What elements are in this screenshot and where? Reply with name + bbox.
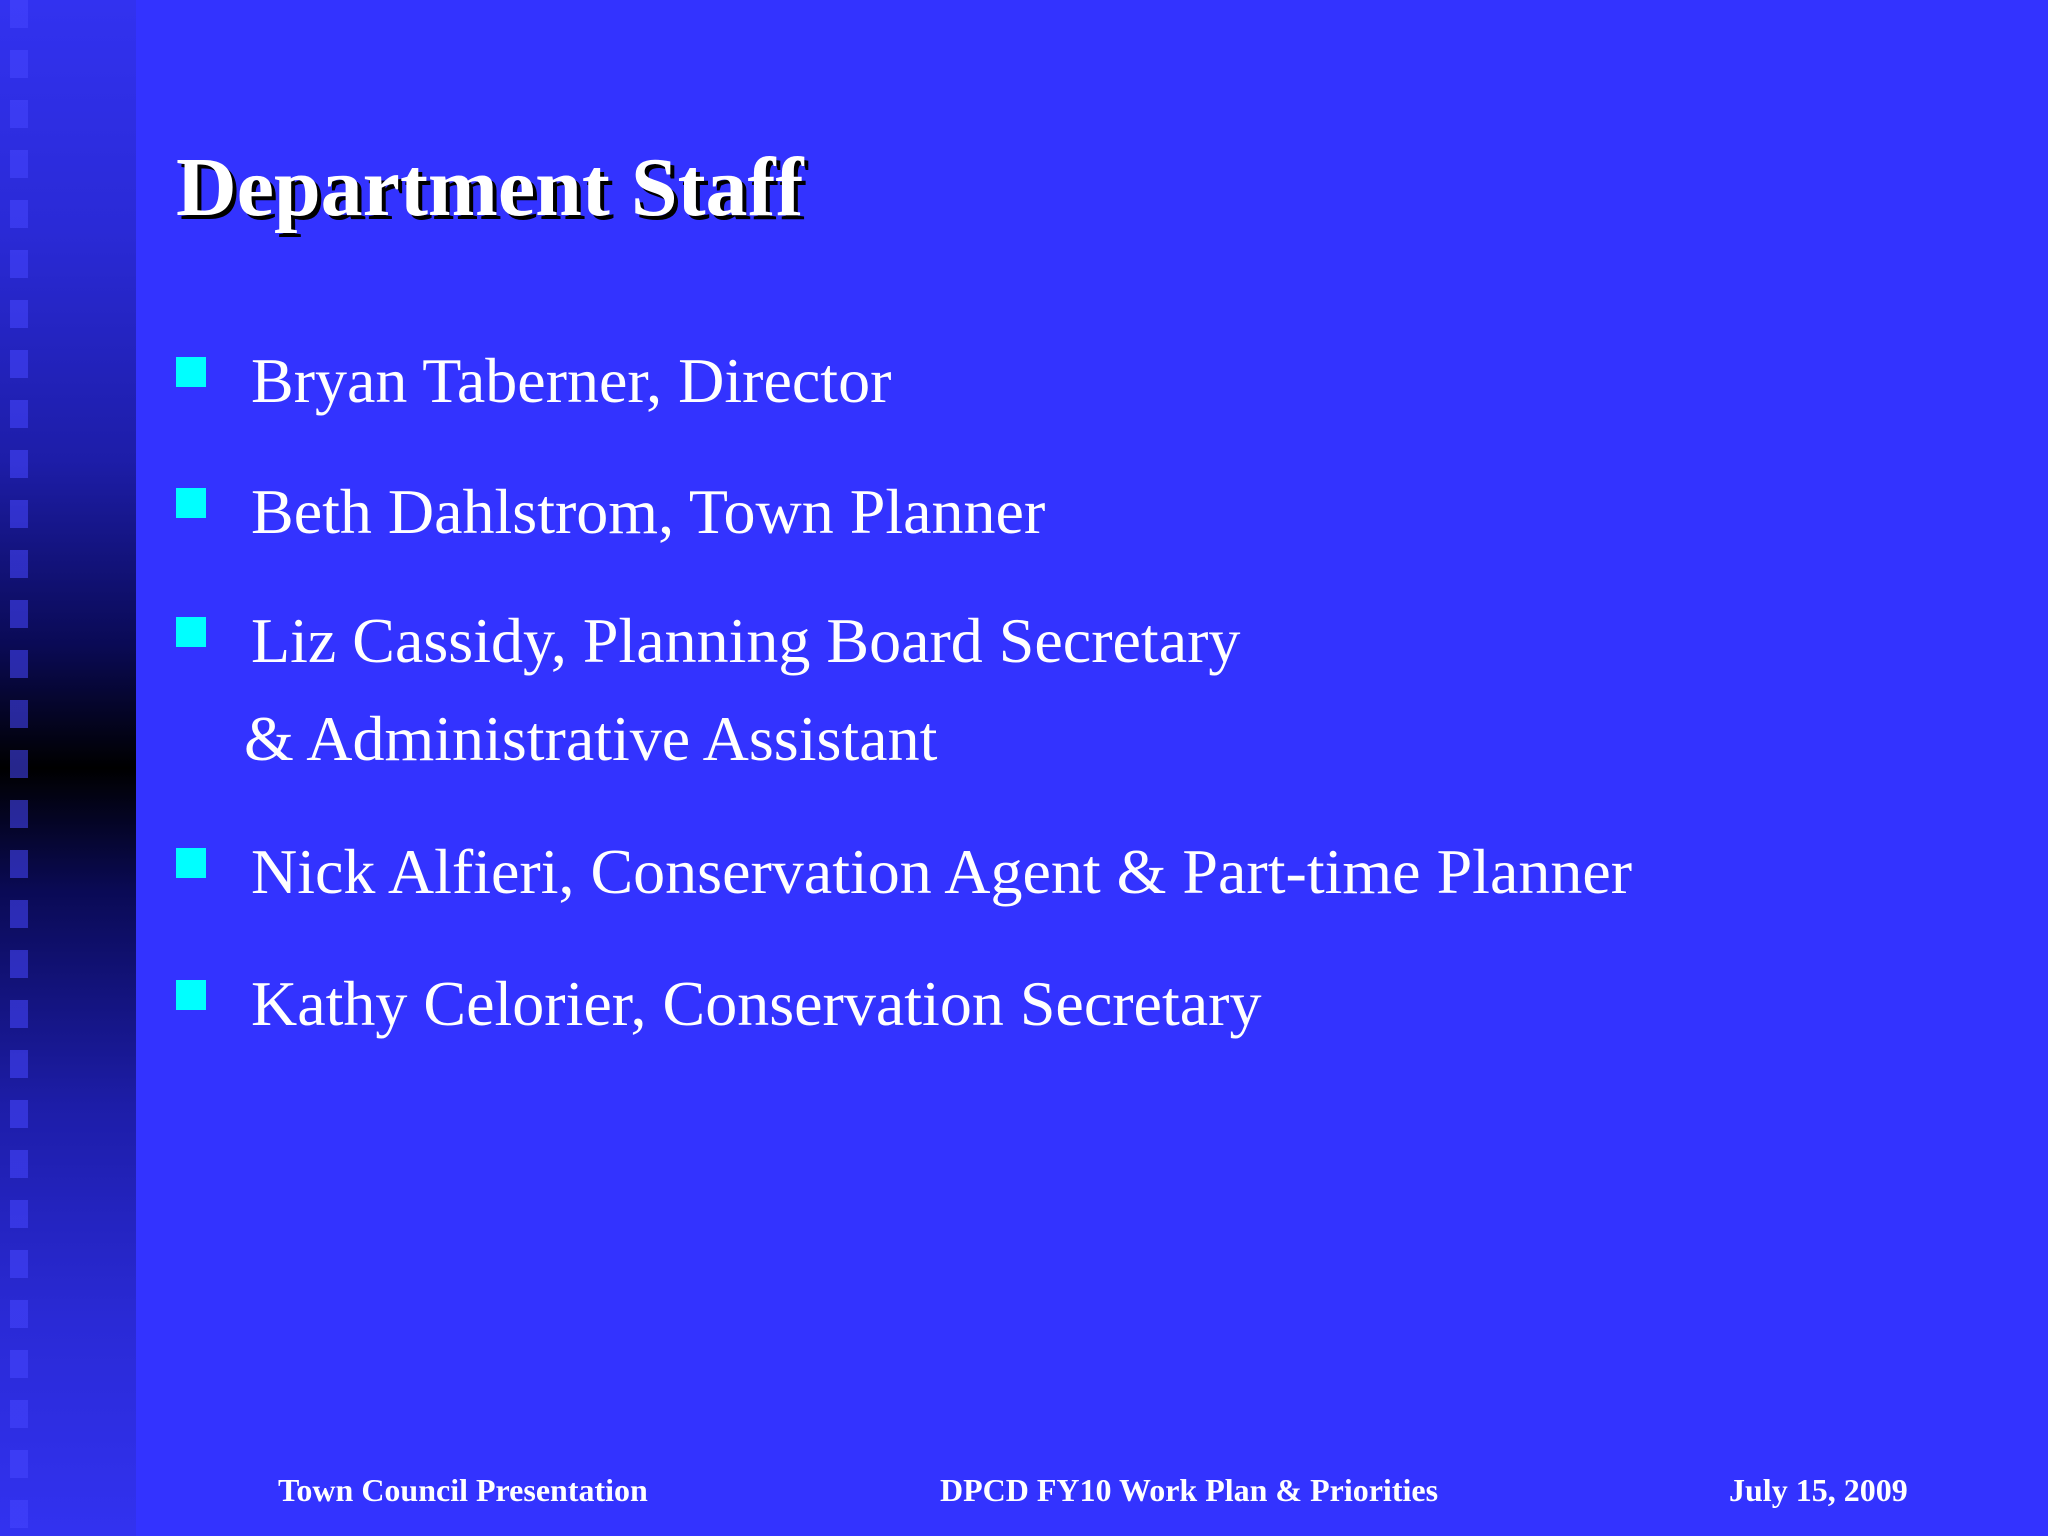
staff-entry-continuation: & Administrative Assistant — [244, 703, 938, 774]
list-item — [176, 463, 1045, 561]
side-decoration — [0, 0, 136, 1536]
square-bullet-icon — [176, 848, 206, 878]
staff-entry: Bryan Taberner, Director — [251, 345, 892, 416]
list-item — [176, 332, 891, 430]
square-bullet-icon — [176, 980, 206, 1010]
square-bullet-icon — [176, 357, 206, 387]
list-item — [176, 955, 1261, 1053]
staff-entry: Beth Dahlstrom, Town Planner — [251, 476, 1046, 547]
square-bullet-icon — [176, 617, 206, 647]
side-square-pattern — [10, 0, 28, 1536]
footer-center: DPCD FY10 Work Plan & Priorities — [940, 1472, 1439, 1508]
staff-entry: Nick Alfieri, Conservation Agent & Part-time Planner — [251, 836, 1633, 907]
square-bullet-icon — [176, 488, 206, 518]
list-item — [176, 592, 1240, 788]
slide-title: Department Staff — [176, 141, 804, 234]
staff-entry: Liz Cassidy, Planning Board Secretary — [251, 605, 1241, 676]
staff-entry: Kathy Celorier, Conservation Secretary — [251, 968, 1262, 1039]
footer-left: Town Council Presentation — [278, 1472, 648, 1508]
footer-right: July 15, 2009 — [1729, 1472, 1908, 1508]
list-item — [176, 823, 1632, 921]
